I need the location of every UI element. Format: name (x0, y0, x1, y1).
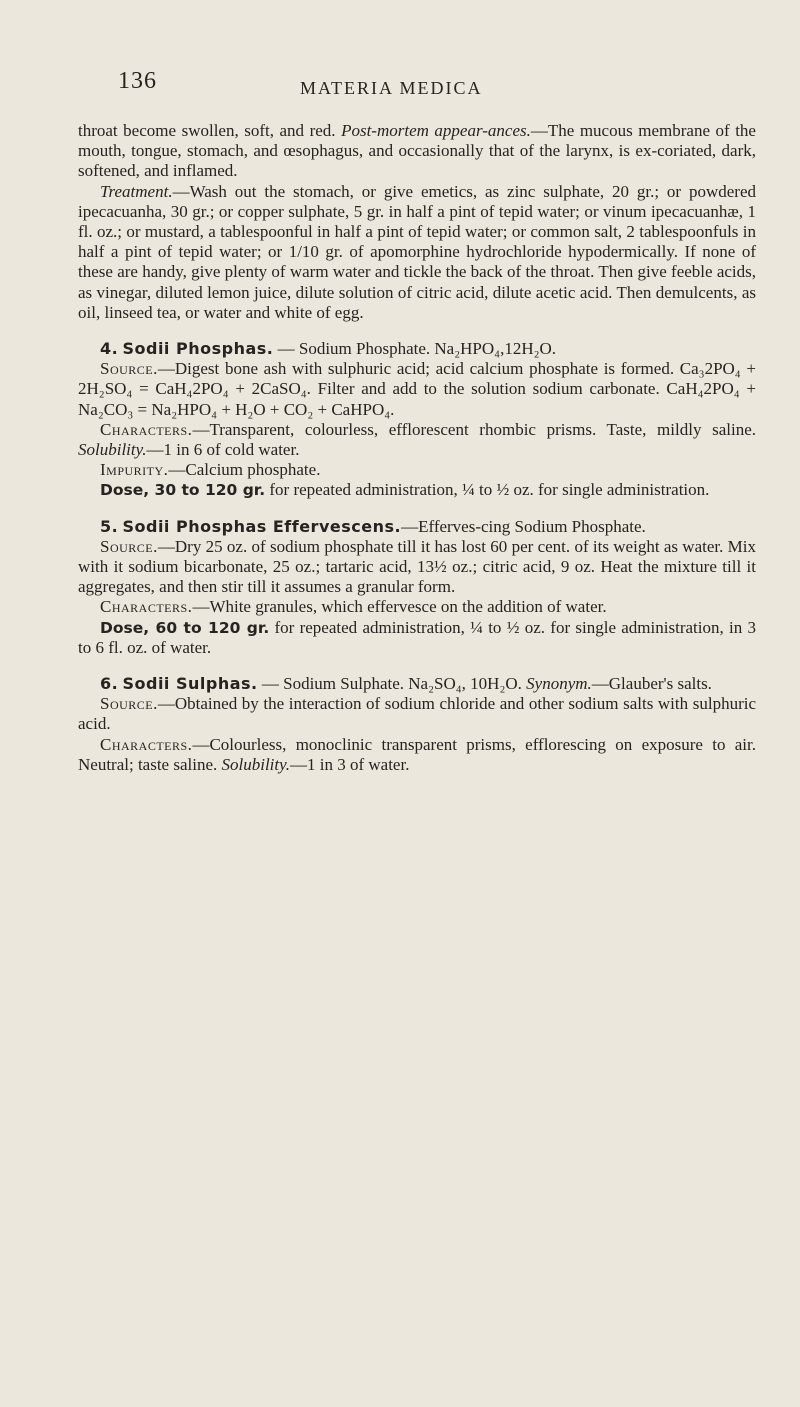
synonym-label: Synonym. (526, 674, 592, 694)
section-6-source (78, 694, 756, 734)
dose-text: for repeated administration, ¼ to ½ oz. for single administration, in 3 to 6 fl. oz. of water. (78, 617, 756, 657)
solubility-text: —1 in 3 of water. (290, 754, 410, 774)
page-header (118, 68, 758, 98)
characters-text: —Colourless, monoclinic transparent prisms, efflorescing on exposure to air. Neutral; taste saline. (78, 734, 756, 774)
treatment-label: Treatment. (100, 181, 173, 201)
section-6-heading (78, 674, 756, 694)
section-5-heading (78, 517, 756, 537)
section-5-name: Sodii Phosphas Effervescens. (122, 516, 402, 536)
source-text: —Dry 25 oz. of sodium phosphate till it has lost 60 per cent. of its weight as water. Mix with it sodium bicarbonate, 25 oz.; tartaric acid, 13½ oz.; citric acid, 9 oz. Heat the mixture till it aggregates, and then stir till it assumes a granular form. (78, 536, 756, 597)
running-title: MATERIA MEDICA (300, 78, 483, 98)
section-4-heading (78, 339, 756, 359)
dose-label: Dose, 30 to 120 gr. (100, 481, 266, 500)
characters-text: —Transparent, colourless, efflorescent rhombic prisms. Taste, mildly saline. (192, 419, 756, 439)
section-6-subtitle: — Sodium Sulphate. Na₂SO₄, 10H₂O. (257, 674, 527, 694)
solubility-label: Solubility. (78, 440, 147, 460)
dose-label: Dose, 60 to 120 gr. (100, 618, 270, 637)
section-6-characters (78, 735, 756, 775)
characters-label: Characters. (100, 419, 193, 439)
page-body (78, 121, 756, 775)
section-5-number: 5. (100, 516, 119, 536)
source-text: —Digest bone ash with sulphuric acid; acid calcium phosphate is formed. Ca₃2PO₄ + 2H₂SO₄ = CaH₄2PO₄ + 2CaSO₄. Filter and add to the solution sodium carbonate. CaH₄2PO₄ + Na₂CO₃ = Na₂HPO₄ + H₂O + CO₂ + CaHPO₄. (78, 359, 756, 419)
section-5-dose (78, 618, 756, 658)
characters-label: Characters. (100, 734, 193, 754)
solubility-text: —1 in 6 of cold water. (146, 440, 300, 460)
postmortem-text: —The mucous membrane of the mouth, tongue, stomach, and œsophagus, and occasionally that of the larynx, is ex-coriated, dark, softened, and inflamed. (78, 121, 756, 181)
characters-text: —White granules, which effervesce on the addition of water. (192, 597, 607, 617)
section-4-subtitle: — Sodium Phosphate. Na₂HPO₄,12H₂O. (273, 339, 557, 359)
treatment-text: —Wash out the stomach, or give emetics, as zinc sulphate, 20 gr.; or powdered ipecacuanha, 30 gr.; or copper sulphate, 5 gr. in half a pint of tepid water; or vinum ipecacuanhæ, 1 fl. oz.; or mustard, a tablespoonful in half a pint of tepid water; or common salt, 2 tablespoonfuls in half a pint of tepid water; or 1/10 gr. of apomorphine hydrochloride hypodermically. If none of these are handy, give plenty of warm water and tickle the back of the throat. Then give feeble acids, as vinegar, diluted lemon juice, dilute solution of citric acid, dilute acetic acid. Then demulcents, as oil, linseed tea, or water and white of egg. (78, 181, 756, 322)
dose-text: for repeated administration, ¼ to ½ oz. for single administration. (265, 480, 710, 500)
postmortem-label: Post-mortem appear-ances. (341, 121, 531, 140)
section-4-number: 4. (100, 339, 119, 359)
section-4-impurity (78, 460, 756, 480)
section-4-name: Sodii Phosphas. (122, 339, 274, 359)
intro-text: throat become swollen, soft, and red. (78, 121, 342, 140)
synonym-text: —Glauber's salts. (591, 674, 712, 694)
intro-paragraph-treatment (78, 182, 756, 323)
section-5-subtitle: —Efferves-cing Sodium Phosphate. (401, 516, 646, 536)
section-5-characters (78, 597, 756, 617)
impurity-text: —Calcium phosphate. (168, 460, 321, 480)
source-label: Source. (100, 359, 158, 379)
source-text: —Obtained by the interaction of sodium chloride and other sodium salts with sulphuric acid. (78, 694, 756, 734)
source-label: Source. (100, 536, 158, 556)
section-6-name: Sodii Sulphas. (122, 674, 258, 694)
characters-label: Characters. (100, 597, 193, 617)
impurity-label: Impurity. (100, 460, 169, 480)
section-4-source (78, 359, 756, 420)
source-label: Source. (100, 694, 158, 714)
solubility-label: Solubility. (221, 754, 290, 774)
section-5-source (78, 537, 756, 598)
section-6-number: 6. (100, 674, 119, 694)
page-number: 136 (118, 68, 157, 94)
intro-paragraph-postmortem (78, 121, 756, 182)
section-4-dose (78, 480, 756, 500)
section-4-characters (78, 420, 756, 460)
